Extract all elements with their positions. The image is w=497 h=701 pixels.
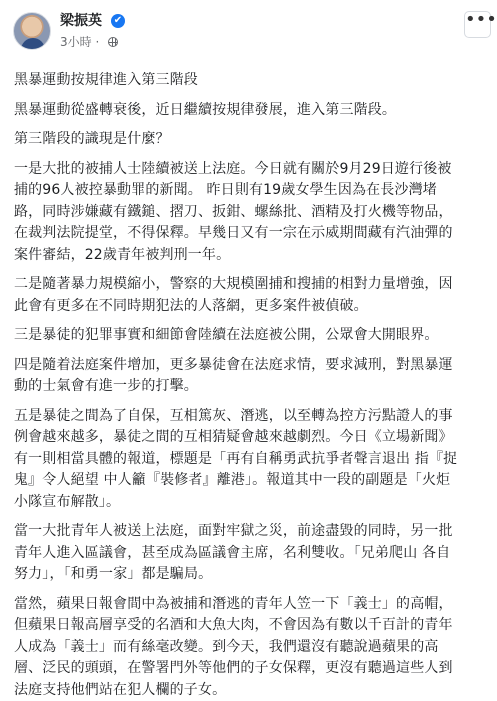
text-line: 法庭支持他們站在犯人欄的子女。 [14,680,486,701]
paragraph-gap [14,266,486,274]
paragraph-gap [14,317,486,325]
text-line: 當一大批青年人被送上法庭，面對牢獄之災，前途盡毀的同時，另一批 [14,521,486,543]
more-icon: ••• [465,9,497,30]
text-line: 青年人進入區議會，甚至成為區議會主席，名利雙收。「兄弟爬山 各自 [14,543,486,565]
paragraph-gap [14,121,486,129]
post-header [0,0,497,62]
text-line: 努力」，「和勇一家」都是騙局。 [14,564,486,586]
paragraph-gap [14,347,486,355]
paragraph-gap [14,151,486,159]
post-meta [60,35,118,50]
text-line: 第三階段的識現是什麼？ [14,129,486,151]
text-line: 當然，蘋果日報會間中為被捕和潛逃的青年人笠一下「義士」的高帽， [14,594,486,616]
author-name[interactable]: 梁振英 [60,13,102,30]
paragraph-gap [14,586,486,594]
text-line: 一是大批的被捕人士陸續被送上法庭。今日就有關於9月29日遊行後被 [14,159,486,181]
avatar[interactable] [13,12,51,50]
text-line: 人成為「義士」而有絲毫改變。到今天，我們還沒有聽說過蘋果的高 [14,637,486,659]
paragraph-intro [14,100,486,122]
paragraph-point-five [14,406,486,514]
globe-icon [108,37,118,47]
text-line: 在裁判法院提堂，不得保釋。早幾日又有一宗在示威期間藏有汽油彈的 [14,223,486,245]
timestamp[interactable]: 3小時 [60,35,92,49]
paragraph-gap [14,92,486,100]
post-body [14,70,486,701]
text-line: 黑暴運動按規律進入第三階段 [14,70,486,92]
text-line: 三是暴徒的犯罪事實和細節會陸續在法庭被公開，公眾會大開眼界。 [14,325,486,347]
verified-badge-icon: ✔ [111,14,125,28]
paragraph-question [14,129,486,151]
text-line: 例會越來越多，暴徒之間的互相猜疑會越來越劇烈。今日《立場新聞》 [14,427,486,449]
paragraph-point-four [14,355,486,398]
text-line: 四是隨着法庭案件增加，更多暴徒會在法庭求情，要求減刑，對黑暴運 [14,355,486,377]
text-line: 層、泛民的頭頭，在警署門外等他們的子女保釋，更沒有聽過這些人到 [14,658,486,680]
paragraph-gap [14,398,486,406]
text-line: 黑暴運動從盛轉衰後，近日繼續按規律發展，進入第三階段。 [14,100,486,122]
text-line: 路，同時涉嫌藏有鐵鎚、摺刀、扳鉗、螺絲批、酒精及打火機等物品， [14,202,486,224]
meta-separator: · [95,35,99,49]
text-line: 小隊宣布解散」。 [14,492,486,514]
text-line: 動的士氣會有進一步的打擊。 [14,376,486,398]
text-line: 鬼』令人絕望 中人籲『裝修者』離港」。報道其中一段的副題是「火炬 [14,470,486,492]
paragraph-gap [14,513,486,521]
paragraph-title [14,70,486,92]
text-line: 二是隨著暴力規模縮小，警察的大規模圍捕和搜捕的相對力量增強，因 [14,274,486,296]
paragraph-point-three [14,325,486,347]
text-line: 五是暴徒之間為了自保，互相篤灰、潛逃，以至轉為控方污點證人的事 [14,406,486,428]
text-line: 有一則相當具體的報道，標題是「再有自稱勇武抗爭者聲言退出 指『捉 [14,449,486,471]
paragraph-apple-daily [14,594,486,701]
text-line: 案件審結，22歲青年被判刑一年。 [14,245,486,267]
text-line: 此會有更多在不同時期犯法的人落網，更多案件被偵破。 [14,296,486,318]
more-options-button[interactable] [464,11,491,38]
paragraph-election-contrast [14,521,486,586]
paragraph-point-one [14,159,486,267]
text-line: 捕的96人被控暴動罪的新聞。 昨日則有19歲女學生因為在長沙灣堵 [14,180,486,202]
paragraph-point-two [14,274,486,317]
text-line: 但蘋果日報高層享受的名酒和大魚大肉，不會因為有數以千百計的青年 [14,615,486,637]
